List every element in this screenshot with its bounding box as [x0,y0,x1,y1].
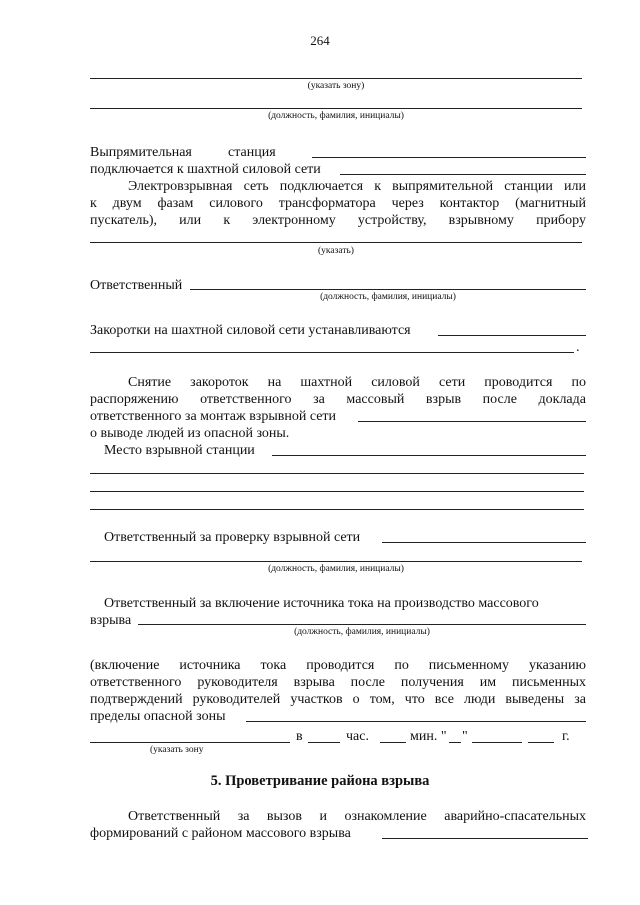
caption-position: (должность, фамилия, инициалы) [268,111,404,121]
responsible-label: Ответственный [90,278,183,293]
switch-on-line-1: Ответственный за включение источника тока на производство массового [104,596,539,611]
page-number: 264 [310,33,330,48]
zone-line [90,78,582,79]
blast-station-line-1 [272,455,586,456]
section-5-blank-line [382,838,588,839]
blast-station-label: Место взрывной станции [104,443,255,458]
shorts-period: . [576,340,580,355]
blast-station-line-3 [90,491,584,492]
time-day-blank [449,742,461,743]
caption-responsible: (должность, фамилия, инициалы) [320,292,456,302]
caption-zone: (указать зону) [307,81,365,91]
time-year-label: г. [562,729,570,744]
responsible-line [190,289,586,290]
network-line-3: пускатель), или к электронному устройству, взрывному прибору [90,213,586,228]
time-min-blank [380,742,406,743]
note-line-4: пределы опасной зоны [90,709,226,724]
time-zone-blank [90,742,290,743]
check-line-2 [90,561,582,562]
check-line-1 [382,542,586,543]
time-month-blank [472,742,522,743]
rectifier-label-left: Выпрямительная [90,145,192,160]
shorts-label: Закоротки на шахтной силовой сети устанавливаются [90,323,411,338]
removal-line-2: распоряжению ответственного за массовый взрыв после доклада [90,392,586,407]
time-year-blank [528,742,554,743]
blast-station-line-4 [90,509,584,510]
network-line-2: к двум фазам силового трансформатора через контактор (магнитный [90,196,586,211]
section-5-line-2: формирований с районом массового взрыва [90,826,351,841]
section-5-heading: 5. Проветривание района взрыва [210,773,430,789]
caption-check: (должность, фамилия, инициалы) [268,564,404,574]
caption-note-zone: (указать зону [150,745,204,755]
note-line-2: ответственного руководителя взрыва после получения им письменных [90,675,586,690]
shorts-line-2 [90,352,574,353]
removal-line-4: о выводе людей из опасной зоны. [90,426,290,441]
rectifier-line-1 [312,157,586,158]
shorts-line-1 [438,335,586,336]
removal-line-3: ответственного за монтаж взрывной сети [90,409,337,424]
caption-switch-on: (должность, фамилия, инициалы) [294,627,430,637]
check-label: Ответственный за проверку взрывной сети [104,530,361,545]
network-blank-line [90,242,582,243]
note-line-3: подтверждений руководителей участков о том, что все люди выведены за [90,692,586,707]
caption-specify: (указать) [318,246,354,256]
position-line [90,108,582,109]
removal-blank-line [358,421,586,422]
removal-line-1: Снятие закороток на шахтной силовой сети проводится по [128,375,586,390]
rectifier-line-2-blank [340,174,586,175]
time-v: в [296,729,303,744]
time-hour-blank [308,742,340,743]
note-line-4-blank [246,721,586,722]
rectifier-line-2: подключается к шахтной силовой сети [90,162,321,177]
note-line-1: (включение источника тока проводится по письменному указанию [90,658,586,673]
section-5-line-1: Ответственный за вызов и ознакомление аварийно-спасательных [128,809,586,824]
switch-on-line [138,624,586,625]
time-hour-label: час. [346,729,369,744]
time-min-label: мин. " [410,729,447,744]
rectifier-label-right: станция [228,145,276,160]
switch-on-line-2: взрыва [90,613,132,628]
time-quote: " [462,729,468,744]
network-line-1: Электровзрывная сеть подключается к выпрямительной станции или [128,179,586,194]
blast-station-line-2 [90,473,584,474]
